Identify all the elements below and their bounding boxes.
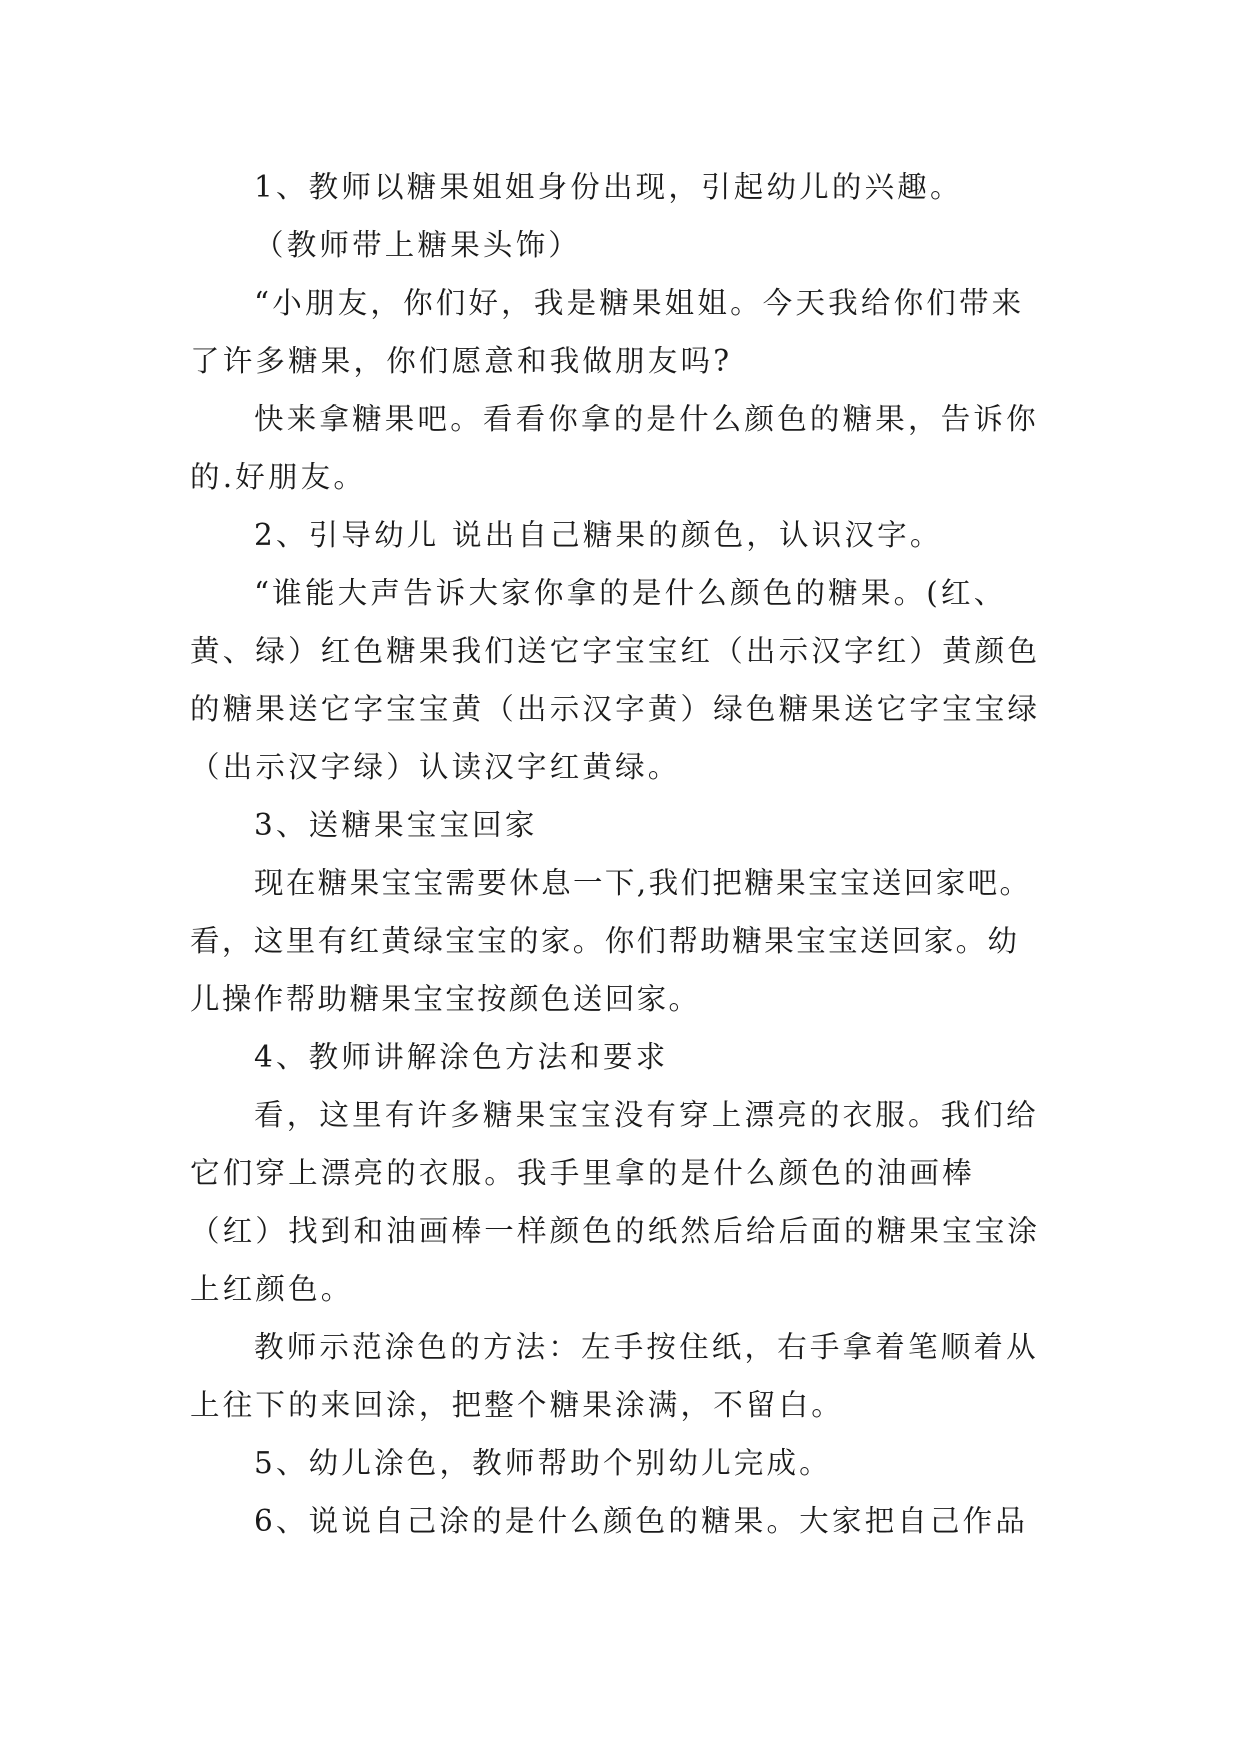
paragraph-coloring-demo: 教师示范涂色的方法：左手按住纸，右手拿着笔顺着从上往下的来回涂，把整个糖果涂满，不留白。 bbox=[190, 1330, 1039, 1422]
paragraph-send-home: 现在糖果宝宝需要休息一下,我们把糖果宝宝送回家吧。看，这里有红黄绿宝宝的家。你们帮助糖果宝宝送回家。幼儿操作帮助糖果宝宝按颜色送回家。 bbox=[190, 866, 1032, 1016]
paragraph-greeting: “小朋友，你们好，我是糖果姐姐。今天我给你们带来了许多糖果，你们愿意和我做朋友吗? bbox=[190, 286, 1025, 378]
paragraph-take-candy: 快来拿糖果吧。看看你拿的是什么颜色的糖果，告诉你的.好朋友。 bbox=[190, 402, 1039, 494]
paragraph-step-2: 2、引导幼儿 说出自己糖果的颜色，认识汉字。 bbox=[254, 518, 943, 552]
paragraph-step-3: 3、送糖果宝宝回家 bbox=[254, 808, 538, 842]
paragraph-colors-characters: “谁能大声告诉大家你拿的是什么颜色的糖果。(红、黄、绿）红色糖果我们送它字宝宝红（出示汉字红）黄颜色的糖果送它字宝宝黄（出示汉字黄）绿色糖果送它字宝宝绿（出示汉字绿）认读汉字红黄绿。 bbox=[190, 576, 1041, 784]
document-body bbox=[190, 158, 1050, 1550]
paragraph-teacher-headwear: （教师带上糖果头饰） bbox=[254, 228, 582, 262]
paragraph-step-5: 5、幼儿涂色，教师帮助个别幼儿完成。 bbox=[254, 1446, 832, 1480]
paragraph-step-6: 6、说说自己涂的是什么颜色的糖果。大家把自己作品 bbox=[254, 1504, 1029, 1538]
paragraph-step-1: 1、教师以糖果姐姐身份出现，引起幼儿的兴趣。 bbox=[254, 170, 963, 204]
paragraph-coloring-intro: 看，这里有许多糖果宝宝没有穿上漂亮的衣服。我们给它们穿上漂亮的衣服。我手里拿的是什么颜色的油画棒（红）找到和油画棒一样颜色的纸然后给后面的糖果宝宝涂上红颜色。 bbox=[190, 1098, 1041, 1306]
paragraph-step-4: 4、教师讲解涂色方法和要求 bbox=[254, 1040, 669, 1074]
